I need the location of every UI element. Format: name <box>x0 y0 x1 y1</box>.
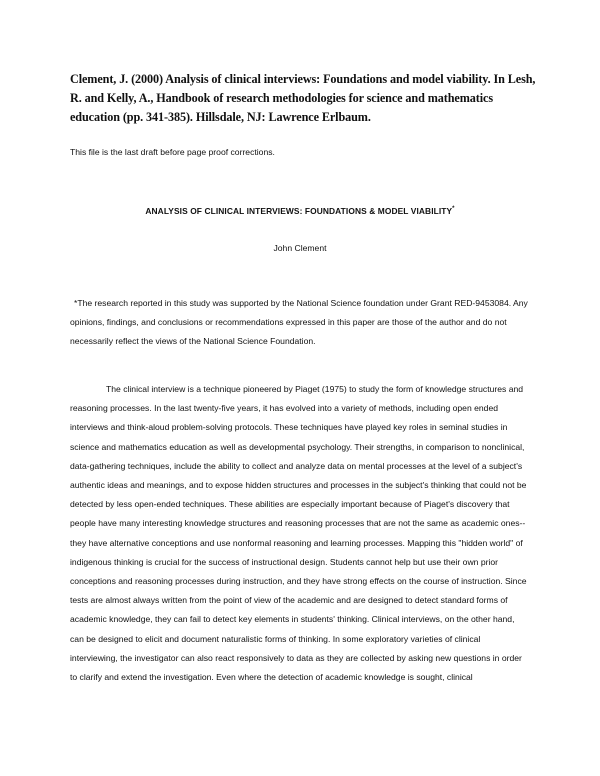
body-text <box>70 380 530 687</box>
paper-title-text: ANALYSIS OF CLINICAL INTERVIEWS: FOUNDATIONS & MODEL VIABILITY <box>145 206 453 216</box>
paper-title <box>70 205 530 217</box>
title-footnote-marker: * <box>452 206 455 212</box>
funding-footnote <box>70 294 530 352</box>
body-paragraph: The clinical interview is a technique pioneered by Piaget (1975) to study the form of knowledge structures and reasoning processes. In the last twenty-five years, it has evolved into a variety of methods, including open ended interviews and think-aloud problem-solving protocols. These techniques have played key roles in seminal studies in science and mathematics education as well as developmental psychology. Their strengths, in comparison to nonclinical, data-gathering techniques, include the ability to collect and analyze data on mental processes at the level of a subject's authentic ideas and meanings, and to expose hidden structures and processes in the subject's thinking that could not be detected by less open-ended techniques. These abilities are especially important because of Piaget's discovery that people have many interesting knowledge structures and reasoning processes that are not the same as academic ones--they have alternative conceptions and use nonformal reasoning and learning processes. Mapping this "hidden world" of indigenous thinking is crucial for the success of instructional design. Students cannot help but use their own prior conceptions and reasoning processes during instruction, and they have strong effects on the course of instruction. Since tests are almost always written from the point of view of the academic and are designed to detect standard forms of academic knowledge, they can fail to detect key elements in students' thinking. Clinical interviews, on the other hand, can be designed to elicit and document naturalistic forms of thinking. In some exploratory varieties of clinical interviewing, the investigator can also react responsively to data as they are collected by asking new questions in order to clarify and extend the investigation. Even where the detection of academic knowledge is sought, clinical <box>70 384 527 683</box>
draft-note: This file is the last draft before page proof corrections. <box>70 147 275 157</box>
citation-header: Clement, J. (2000) Analysis of clinical interviews: Foundations and model viability. In Lesh, R. and Kelly, A., Handbook of research methodologies for science and mathematics education (pp. 341-385). Hillsdale, NJ: Lawrence Erlbaum. <box>70 72 536 124</box>
author-name: John Clement <box>273 243 327 253</box>
funding-footnote-text: *The research reported in this study was supported by the National Science foundation under Grant RED-9453084. Any opinions, findings, and conclusions or recommendations expressed in this paper are those of the author and do not necessarily reflect the views of the National Science Foundation. <box>70 298 528 347</box>
